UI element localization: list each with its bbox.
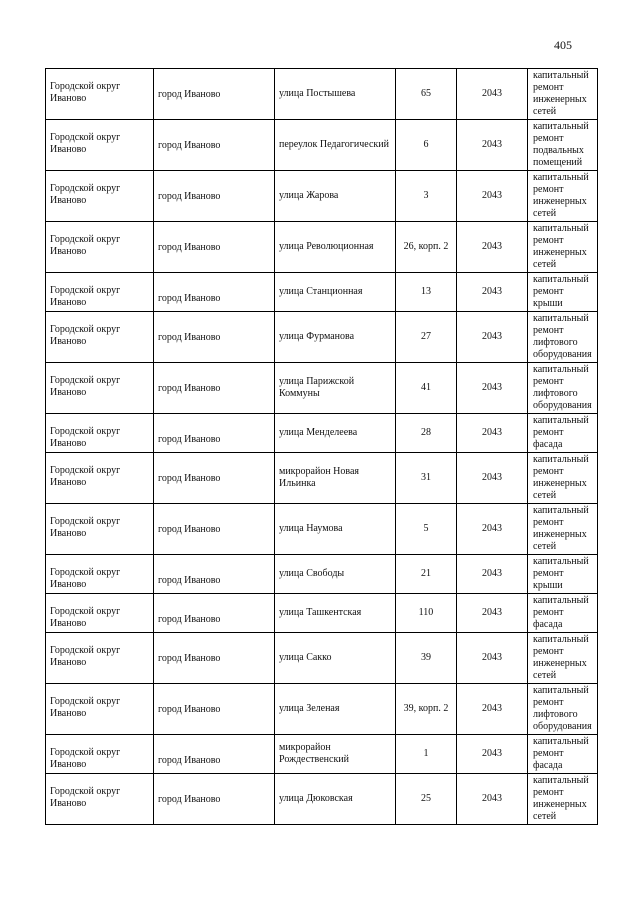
street-cell: улица Дюковская xyxy=(275,774,396,825)
house-number-cell: 39 xyxy=(396,633,457,684)
table-body xyxy=(46,69,598,825)
settlement-cell: город Иваново xyxy=(154,594,275,633)
repair-schedule-table xyxy=(45,68,598,825)
municipality-cell: Городской округ Иваново xyxy=(46,312,154,363)
municipality-cell: Городской округ Иваново xyxy=(46,120,154,171)
street-cell: улица Постышева xyxy=(275,69,396,120)
year-cell: 2043 xyxy=(457,633,528,684)
street-cell: улица Фурманова xyxy=(275,312,396,363)
settlement-cell: город Иваново xyxy=(154,312,275,363)
work-type-cell: капитальный ремонт лифтового оборудования xyxy=(528,684,598,735)
work-type-cell: капитальный ремонт инженерных сетей xyxy=(528,222,598,273)
house-number-cell: 21 xyxy=(396,555,457,594)
street-cell: переулок Педагогический xyxy=(275,120,396,171)
table-row xyxy=(46,312,598,363)
year-cell: 2043 xyxy=(457,312,528,363)
settlement-cell: город Иваново xyxy=(154,633,275,684)
year-cell: 2043 xyxy=(457,555,528,594)
settlement-cell: город Иваново xyxy=(154,735,275,774)
table-row xyxy=(46,414,598,453)
house-number-cell: 3 xyxy=(396,171,457,222)
settlement-cell: город Иваново xyxy=(154,555,275,594)
work-type-cell: капитальный ремонт инженерных сетей xyxy=(528,453,598,504)
work-type-cell: капитальный ремонт инженерных сетей xyxy=(528,171,598,222)
table-row xyxy=(46,594,598,633)
municipality-cell: Городской округ Иваново xyxy=(46,504,154,555)
table-row xyxy=(46,222,598,273)
municipality-cell: Городской округ Иваново xyxy=(46,414,154,453)
work-type-cell: капитальный ремонт фасада xyxy=(528,414,598,453)
table-row xyxy=(46,555,598,594)
street-cell: улица Революционная xyxy=(275,222,396,273)
municipality-cell: Городской округ Иваново xyxy=(46,684,154,735)
settlement-cell: город Иваново xyxy=(154,774,275,825)
municipality-cell: Городской округ Иваново xyxy=(46,774,154,825)
settlement-cell: город Иваново xyxy=(154,222,275,273)
house-number-cell: 41 xyxy=(396,363,457,414)
street-cell: улица Станционная xyxy=(275,273,396,312)
house-number-cell: 6 xyxy=(396,120,457,171)
year-cell: 2043 xyxy=(457,735,528,774)
year-cell: 2043 xyxy=(457,594,528,633)
street-cell: микрорайон Рождественский xyxy=(275,735,396,774)
municipality-cell: Городской округ Иваново xyxy=(46,633,154,684)
work-type-cell: капитальный ремонт инженерных сетей xyxy=(528,633,598,684)
page-number: 405 xyxy=(554,38,572,52)
work-type-cell: капитальный ремонт крыши xyxy=(528,555,598,594)
municipality-cell: Городской округ Иваново xyxy=(46,222,154,273)
settlement-cell: город Иваново xyxy=(154,171,275,222)
work-type-cell: капитальный ремонт инженерных сетей xyxy=(528,69,598,120)
table-row xyxy=(46,504,598,555)
municipality-cell: Городской округ Иваново xyxy=(46,735,154,774)
table-row xyxy=(46,273,598,312)
table-row xyxy=(46,363,598,414)
table-row xyxy=(46,774,598,825)
house-number-cell: 27 xyxy=(396,312,457,363)
street-cell: улица Парижской Коммуны xyxy=(275,363,396,414)
street-cell: улица Менделеева xyxy=(275,414,396,453)
year-cell: 2043 xyxy=(457,120,528,171)
year-cell: 2043 xyxy=(457,69,528,120)
street-cell: улица Ташкентская xyxy=(275,594,396,633)
municipality-cell: Городской округ Иваново xyxy=(46,171,154,222)
year-cell: 2043 xyxy=(457,414,528,453)
street-cell: улица Сакко xyxy=(275,633,396,684)
year-cell: 2043 xyxy=(457,273,528,312)
street-cell: улица Жарова xyxy=(275,171,396,222)
year-cell: 2043 xyxy=(457,684,528,735)
work-type-cell: капитальный ремонт подвальных помещений xyxy=(528,120,598,171)
work-type-cell: капитальный ремонт фасада xyxy=(528,594,598,633)
table-row xyxy=(46,69,598,120)
house-number-cell: 25 xyxy=(396,774,457,825)
year-cell: 2043 xyxy=(457,774,528,825)
street-cell: улица Зеленая xyxy=(275,684,396,735)
table-row xyxy=(46,453,598,504)
street-cell: улица Свободы xyxy=(275,555,396,594)
work-type-cell: капитальный ремонт лифтового оборудования xyxy=(528,312,598,363)
work-type-cell: капитальный ремонт крыши xyxy=(528,273,598,312)
house-number-cell: 5 xyxy=(396,504,457,555)
settlement-cell: город Иваново xyxy=(154,504,275,555)
settlement-cell: город Иваново xyxy=(154,453,275,504)
year-cell: 2043 xyxy=(457,222,528,273)
table-row xyxy=(46,120,598,171)
municipality-cell: Городской округ Иваново xyxy=(46,594,154,633)
municipality-cell: Городской округ Иваново xyxy=(46,453,154,504)
table-row xyxy=(46,633,598,684)
house-number-cell: 39, корп. 2 xyxy=(396,684,457,735)
municipality-cell: Городской округ Иваново xyxy=(46,273,154,312)
settlement-cell: город Иваново xyxy=(154,363,275,414)
municipality-cell: Городской округ Иваново xyxy=(46,69,154,120)
settlement-cell: город Иваново xyxy=(154,69,275,120)
house-number-cell: 13 xyxy=(396,273,457,312)
work-type-cell: капитальный ремонт лифтового оборудования xyxy=(528,363,598,414)
year-cell: 2043 xyxy=(457,504,528,555)
house-number-cell: 26, корп. 2 xyxy=(396,222,457,273)
year-cell: 2043 xyxy=(457,171,528,222)
year-cell: 2043 xyxy=(457,363,528,414)
work-type-cell: капитальный ремонт фасада xyxy=(528,735,598,774)
street-cell: микрорайон Новая Ильинка xyxy=(275,453,396,504)
year-cell: 2043 xyxy=(457,453,528,504)
house-number-cell: 28 xyxy=(396,414,457,453)
house-number-cell: 1 xyxy=(396,735,457,774)
municipality-cell: Городской округ Иваново xyxy=(46,555,154,594)
settlement-cell: город Иваново xyxy=(154,684,275,735)
settlement-cell: город Иваново xyxy=(154,414,275,453)
house-number-cell: 110 xyxy=(396,594,457,633)
table-row xyxy=(46,684,598,735)
street-cell: улица Наумова xyxy=(275,504,396,555)
table-row xyxy=(46,171,598,222)
settlement-cell: город Иваново xyxy=(154,120,275,171)
settlement-cell: город Иваново xyxy=(154,273,275,312)
house-number-cell: 31 xyxy=(396,453,457,504)
municipality-cell: Городской округ Иваново xyxy=(46,363,154,414)
work-type-cell: капитальный ремонт инженерных сетей xyxy=(528,774,598,825)
table-row xyxy=(46,735,598,774)
work-type-cell: капитальный ремонт инженерных сетей xyxy=(528,504,598,555)
house-number-cell: 65 xyxy=(396,69,457,120)
